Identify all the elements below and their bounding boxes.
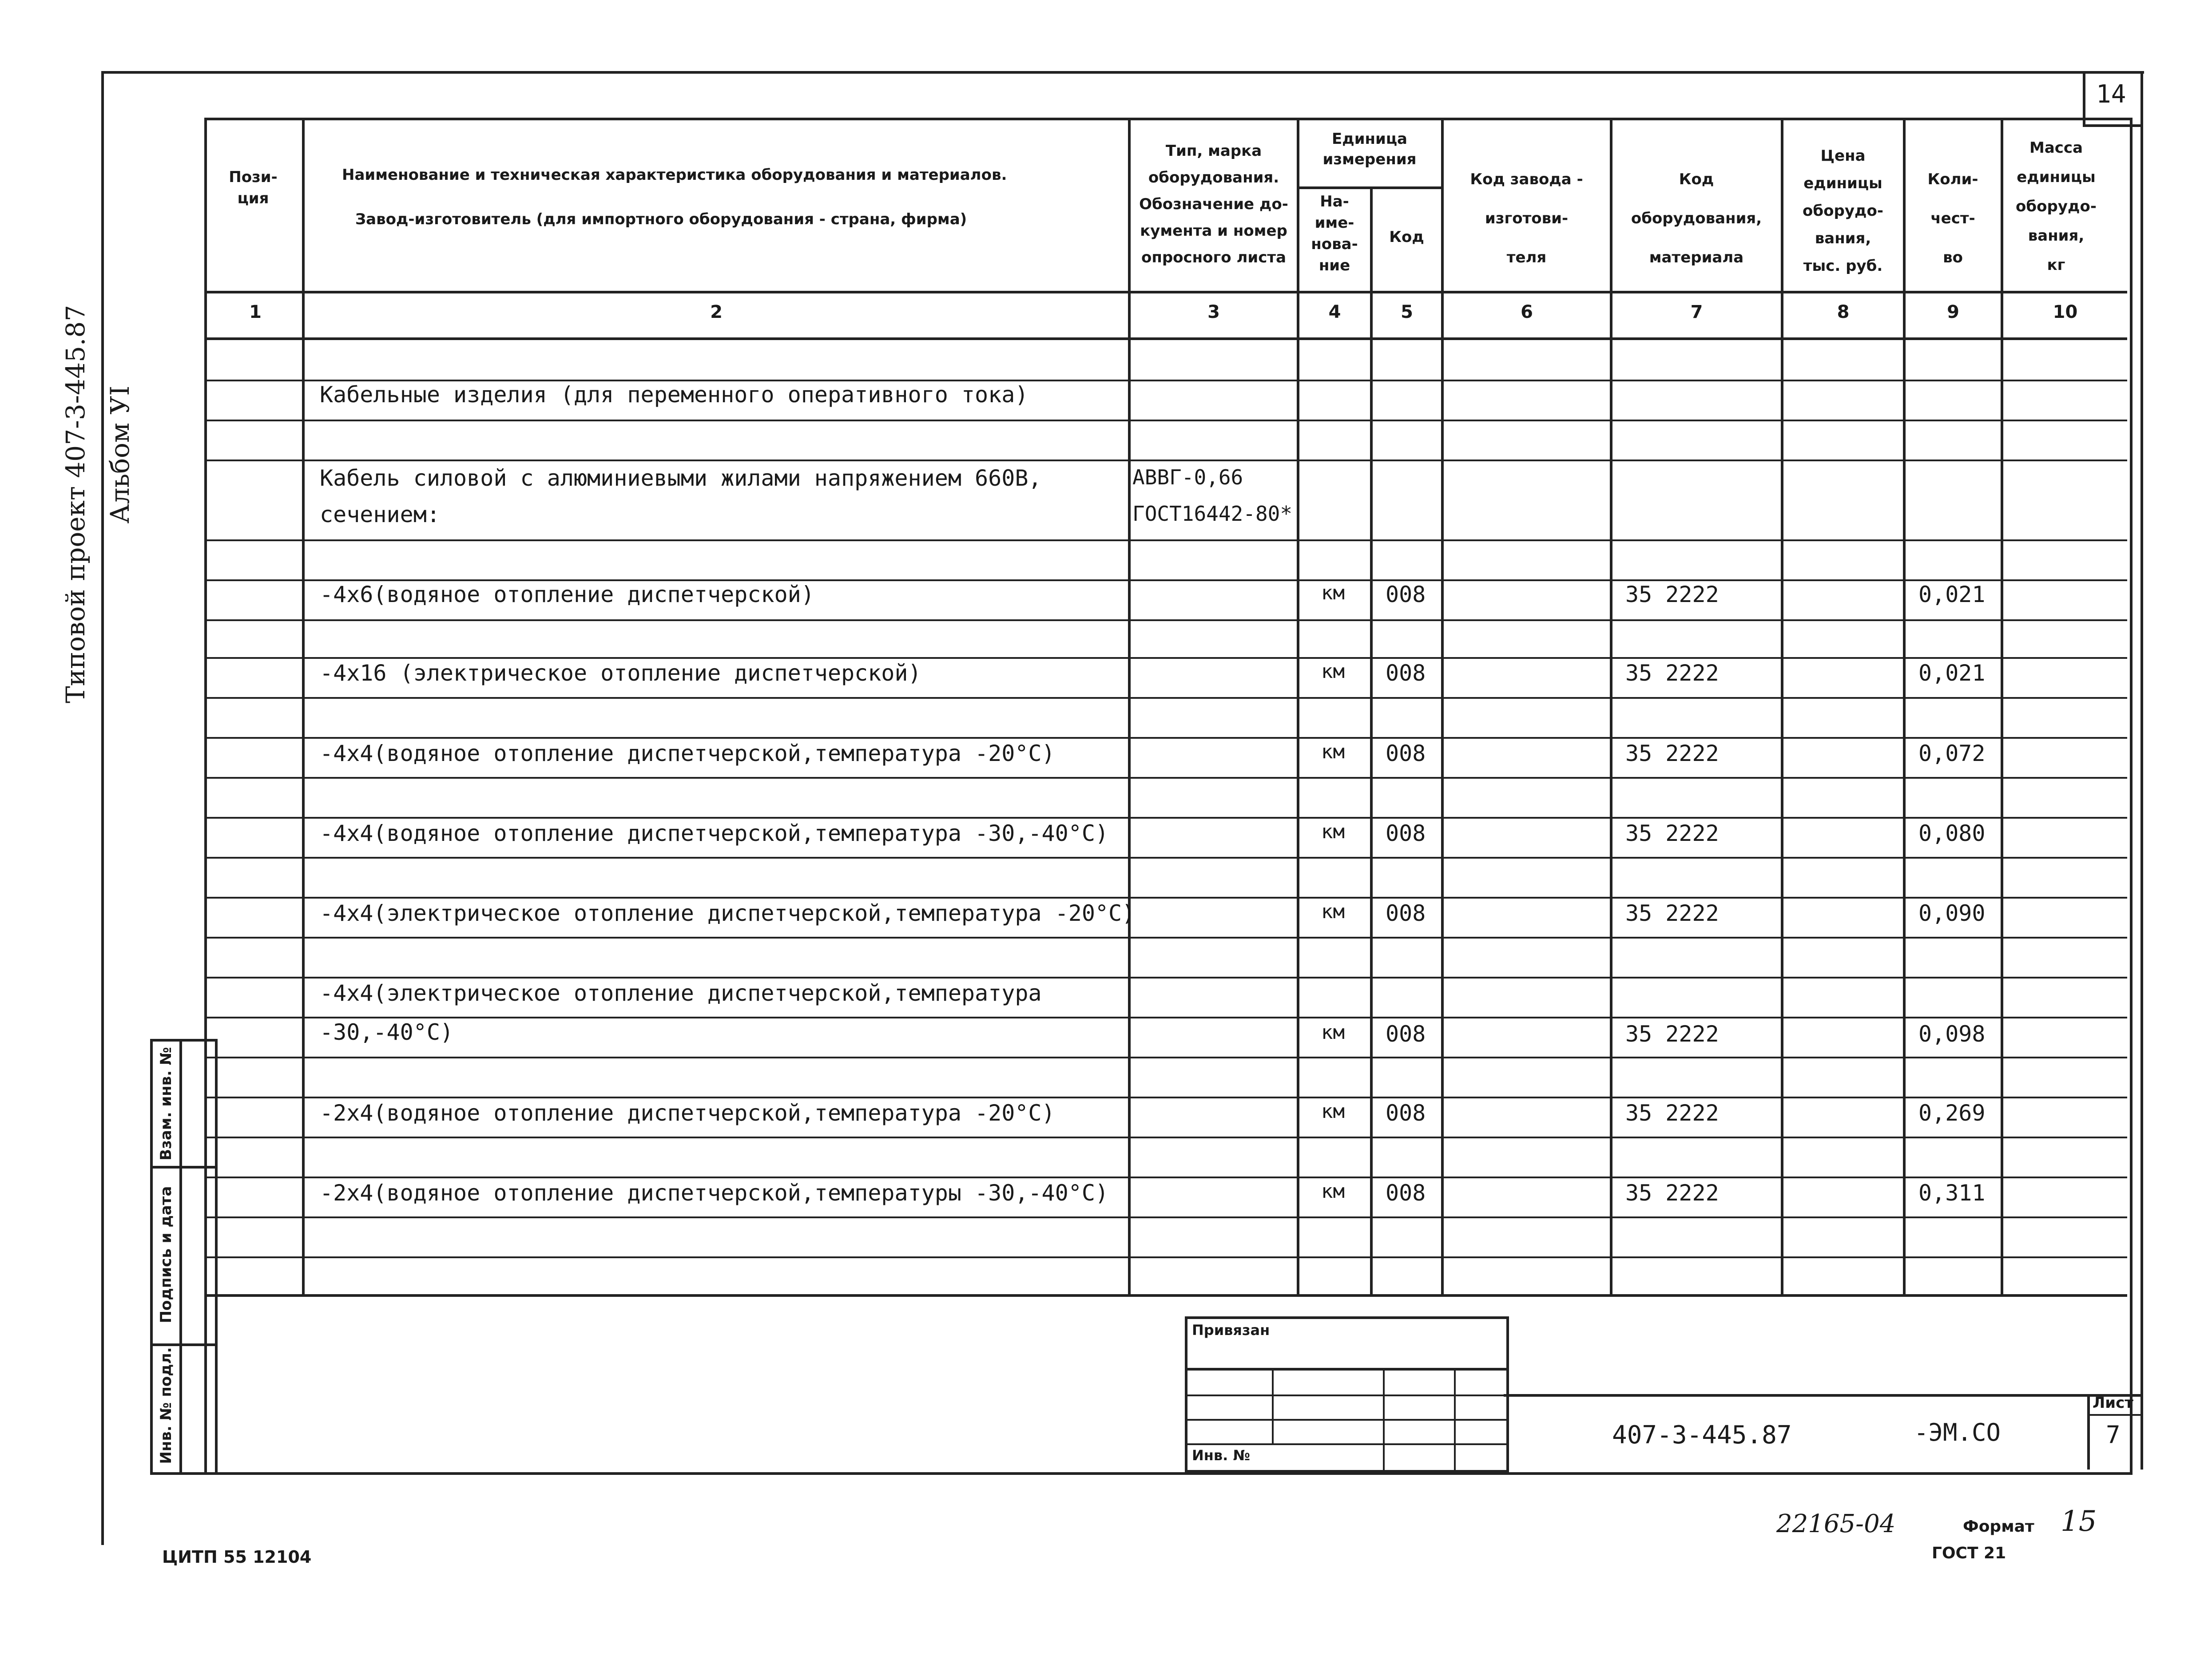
row-equipment-code: 35 2222 — [1625, 741, 1719, 766]
row-line — [204, 737, 2127, 739]
section-title: Кабельные изделия (для переменного оперативного тока) — [320, 382, 1029, 408]
colnum-4: 4 — [1328, 302, 1341, 322]
table-row — [0, 1180, 2212, 1220]
row-line — [204, 897, 2127, 899]
row-line — [204, 657, 2127, 659]
row-unit: км — [1321, 820, 1345, 843]
inventory-label: Инв. № — [1192, 1447, 1250, 1464]
side-stamp-label-3: Инв. № подл. — [157, 1347, 175, 1464]
row-equipment-code: 35 2222 — [1625, 1021, 1719, 1047]
row-name: -4х4(водяное отопление диспетчерской,температура -30,-40°С) — [320, 820, 1109, 846]
header-mass: Масса единицы оборудо- вания, кг — [2016, 139, 2097, 274]
sheet-number: 7 — [2106, 1421, 2121, 1449]
row-name: -4х16 (электрическое отопление диспетчерской) — [320, 660, 921, 686]
format-label: Формат — [1963, 1517, 2034, 1536]
row-code: 008 — [1386, 1021, 1426, 1047]
binding-line — [1187, 1368, 1506, 1371]
row-code: 008 — [1386, 660, 1426, 686]
title-block-top-line — [1504, 1394, 2143, 1397]
cable-description-line1: Кабель силовой с алюминиевыми жилами напряжением 660В, — [320, 465, 1042, 491]
header-equipment-code: Код оборудования, материала — [1631, 170, 1762, 266]
row-quantity: 0,269 — [1918, 1100, 1986, 1126]
row-line — [204, 1097, 2127, 1098]
row-code: 008 — [1386, 741, 1426, 766]
colnum-10: 10 — [2053, 302, 2078, 322]
row-unit: км — [1321, 1021, 1345, 1044]
row-quantity: 0,311 — [1918, 1180, 1986, 1206]
table-row — [0, 660, 2212, 700]
row-equipment-code: 35 2222 — [1625, 900, 1719, 926]
binding-label: Привязан — [1192, 1322, 1270, 1339]
row-name: -4х6(водяное отопление диспетчерской) — [320, 582, 814, 607]
row-name: -4х4(электрическое отопление диспетчерской,температура — [320, 980, 1042, 1006]
table-row — [0, 1100, 2212, 1140]
unit-group-line — [1297, 186, 1441, 189]
outer-frame-top — [101, 71, 2144, 74]
header-unit-name: На- име- нова- ние — [1311, 193, 1358, 274]
row-code: 008 — [1386, 1100, 1426, 1126]
row-code: 008 — [1386, 820, 1426, 846]
row-quantity: 0,080 — [1918, 820, 1986, 846]
row-name-continued: -30,-40°С) — [320, 1019, 454, 1045]
colnum-5: 5 — [1401, 302, 1413, 322]
row-unit: км — [1321, 900, 1345, 923]
document-code: 407-3-445.87 — [1612, 1421, 1792, 1450]
row-name: -4х4(электрическое отопление диспетчерской,температура -20°С) — [320, 900, 1136, 926]
row-quantity: 0,090 — [1918, 900, 1986, 926]
handwritten-number: 22165-04 — [1776, 1509, 1896, 1538]
row-line — [204, 1256, 2127, 1258]
row-name: -2х4(водяное отопление диспетчерской,температуры -30,-40°С) — [320, 1180, 1109, 1206]
binding-vline — [1272, 1368, 1274, 1443]
row-unit: км — [1321, 1100, 1345, 1123]
row-name: -4х4(водяное отопление диспетчерской,температура -20°С) — [320, 741, 1055, 766]
table-row — [0, 900, 2212, 940]
row-equipment-code: 35 2222 — [1625, 1180, 1719, 1206]
colnum-3: 3 — [1207, 302, 1220, 322]
header-bottom-line — [204, 291, 2127, 293]
row-code: 008 — [1386, 1180, 1426, 1206]
header-unit-code: Код — [1389, 228, 1424, 246]
colnum-2: 2 — [710, 302, 723, 322]
header-position: Пози- ция — [229, 168, 278, 207]
header-type: Тип, марка оборудования. Обозначение до- кумента и номер опросного листа — [1139, 142, 1288, 266]
cable-description-line2: сечением: — [320, 502, 440, 527]
row-code: 008 — [1386, 582, 1426, 607]
row-unit: км — [1321, 660, 1345, 683]
row-line — [204, 579, 2127, 581]
row-quantity: 0,072 — [1918, 741, 1986, 766]
row-equipment-code: 35 2222 — [1625, 820, 1719, 846]
header-quantity: Коли- чест- во — [1927, 170, 1978, 266]
row-code: 008 — [1386, 900, 1426, 926]
gost-mark: ГОСТ 21 — [1932, 1544, 2006, 1562]
table-row — [0, 582, 2212, 622]
row-equipment-code: 35 2222 — [1625, 582, 1719, 607]
page-mark: 14 — [2096, 80, 2126, 109]
row-line — [204, 460, 2127, 461]
header-name: Наименование и техническая характеристика оборудования и материалов. — [342, 166, 1007, 184]
side-title-line1: Типовой проект 407-3-445.87 — [60, 305, 91, 703]
row-quantity: 0,021 — [1918, 582, 1986, 607]
row-equipment-code: 35 2222 — [1625, 1100, 1719, 1126]
colnum-9: 9 — [1947, 302, 1959, 322]
table-row — [0, 820, 2212, 860]
row-unit: км — [1321, 582, 1345, 604]
row-name: -2х4(водяное отопление диспетчерской,температура -20°С) — [320, 1100, 1055, 1126]
binding-stamp — [1185, 1316, 1509, 1473]
binding-line — [1187, 1419, 1506, 1421]
row-equipment-code: 35 2222 — [1625, 660, 1719, 686]
row-unit: км — [1321, 1180, 1345, 1203]
format-value: 15 — [2061, 1505, 2097, 1538]
binding-vline — [1454, 1368, 1456, 1470]
table-body-bottom — [204, 1294, 2127, 1297]
colnum-1: 1 — [249, 302, 262, 322]
side-stamp-label-1: Взам. инв. № — [157, 1047, 175, 1161]
table-row — [0, 980, 2212, 1060]
header-unit: Единица измерения — [1322, 130, 1417, 168]
binding-vline — [1383, 1368, 1385, 1470]
row-quantity: 0,021 — [1918, 660, 1986, 686]
header-factory-code: Код завода - изготови- теля — [1470, 170, 1583, 266]
row-line — [204, 977, 2127, 979]
row-quantity: 0,098 — [1918, 1021, 1986, 1047]
table-row — [0, 741, 2212, 780]
row-unit: км — [1321, 741, 1345, 763]
row-line — [204, 817, 2127, 819]
title-block-sheet-divider — [2087, 1394, 2090, 1470]
colnum-7: 7 — [1690, 302, 1703, 322]
printer-mark: ЦИТП 55 12104 — [162, 1547, 312, 1567]
colnum-6: 6 — [1521, 302, 1533, 322]
side-title-line2: Альбом УI — [105, 385, 135, 524]
binding-line — [1187, 1395, 1506, 1396]
cable-type: АВВГ-0,66 — [1132, 465, 1243, 489]
header-manufacturer: Завод-изготовитель (для импортного оборудования - страна, фирма) — [355, 210, 967, 228]
side-stamp-label-2: Подпись и дата — [157, 1186, 175, 1323]
document-suffix: -ЭМ.СО — [1914, 1418, 2001, 1446]
row-line — [204, 1177, 2127, 1178]
row-line — [204, 380, 2127, 381]
binding-line — [1187, 1443, 1506, 1445]
sheet-label-line — [2087, 1414, 2143, 1416]
cable-standard: ГОСТ16442-80* — [1132, 502, 1293, 526]
side-title — [53, 305, 187, 703]
colnum-8: 8 — [1837, 302, 1850, 322]
sheet-label: Лист — [2093, 1394, 2133, 1412]
colnum-bottom-line — [204, 337, 2127, 340]
header-price: Цена единицы оборудо- вания, тыс. руб. — [1803, 147, 1883, 275]
row-line — [204, 420, 2127, 421]
row-line — [204, 539, 2127, 541]
